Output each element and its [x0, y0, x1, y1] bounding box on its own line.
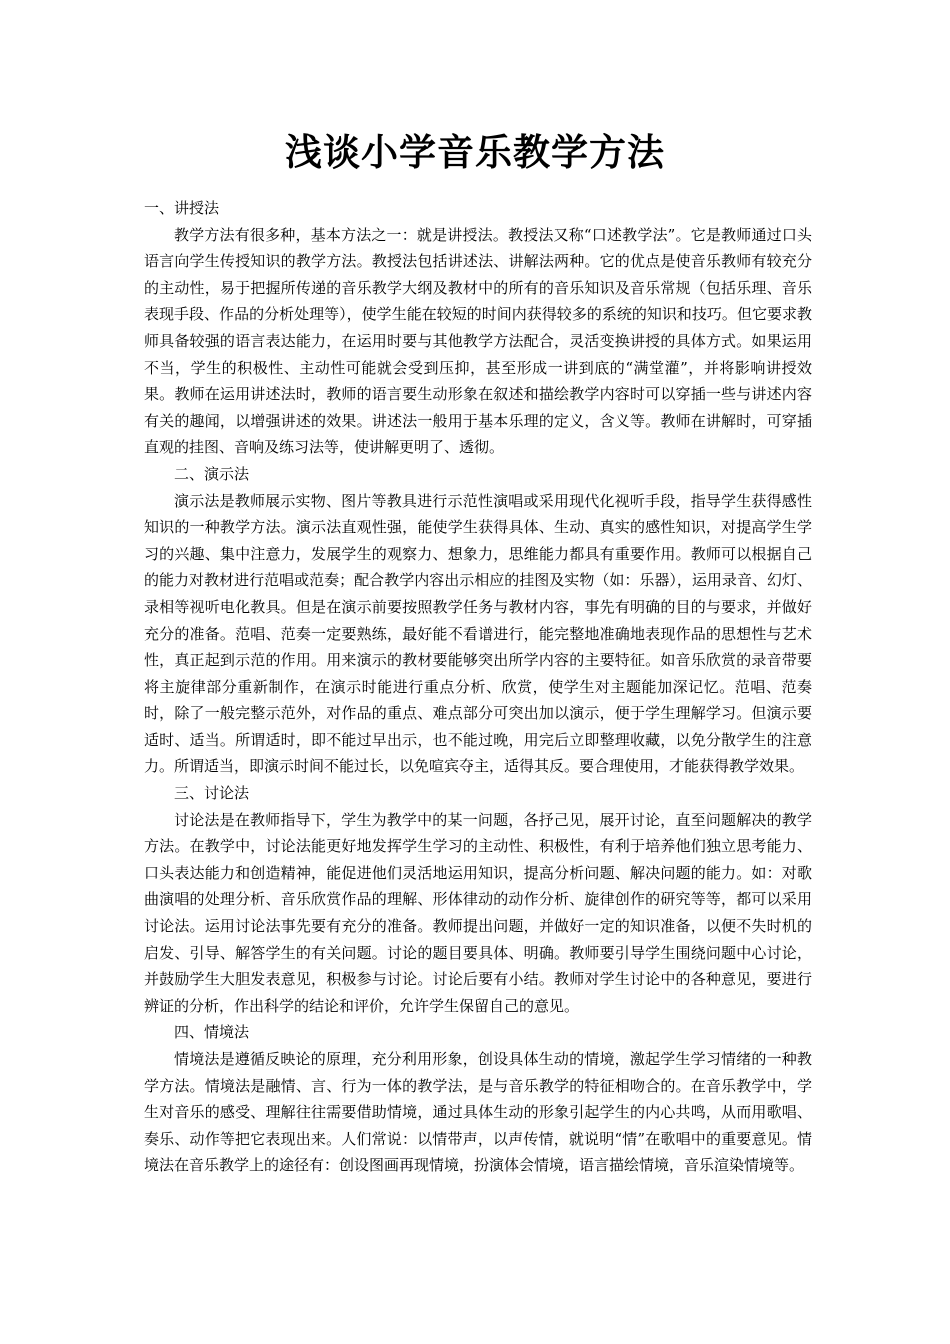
section-paragraph: 讨论法是在教师指导下，学生为教学中的某一问题，各抒己见，展开讨论，直至问题解决的教学方法。在教学中，讨论法能更好地发挥学生学习的主动性、积极性，有利于培养他们独立思考能力、口头表达能力和创造精神，能促进他们灵活地运用知识，提高分析问题、解决问题的能力。如：对歌曲演唱的处理分析、音乐欣赏作品的理解、形体律动的动作分析、旋律创作的研究等等，都可以采用讨论法。运用讨论法事先要有充分的准备。教师提出问题，并做好一定的知识准备，以便不失时机的启发、引导、解答学生的有关问题。讨论的题目要具体、明确。教师要引导学生围绕问题中心讨论，并鼓励学生大胆发表意见，积极参与讨论。讨论后要有小结。教师对学生讨论中的各种意见，要进行辨证的分析，作出科学的结论和评价，允许学生保留自己的意见。: [144, 810, 812, 1015]
document-body: [144, 195, 812, 1179]
section-heading: 三、讨论法: [174, 784, 250, 803]
section-heading: 一、讲授法: [144, 199, 220, 217]
section-paragraph: 教学方法有很多种，基本方法之一：就是讲授法。教授法又称“口述教学法”。它是教师通过口头语言向学生传授知识的教学方法。教授法包括讲述法、讲解法两种。它的优点是使音乐教师有较充分的主动性，易于把握所传递的音乐教学大纲及教材中的所有的音乐知识及音乐常规（包括乐理、音乐表现手段、作品的分析处理等），使学生能在较短的时间内获得较多的系统的知识和技巧。但它要求教师具备较强的语言表达能力，在运用时要与其他教学方法配合，灵活变换讲授的具体方式。如果运用不当，学生的积极性、主动性可能就会受到压抑，甚至形成一讲到底的“满堂灌”，并将影响讲授效果。教师在运用讲述法时，教师的语言要生动形象在叙述和描绘教学内容时可以穿插一些与讲述内容有关的趣闻，以增强讲述的效果。讲述法一般用于基本乐理的定义，含义等。教师在讲解时，可穿插直观的挂图、音响及练习法等，使讲解更明了、透彻。: [144, 225, 812, 457]
section-discussion-method: [144, 780, 812, 1019]
section-paragraph: 演示法是教师展示实物、图片等教具进行示范性演唱或采用现代化视听手段，指导学生获得感性知识的一种教学方法。演示法直观性强，能使学生获得具体、生动、真实的感性知识，对提高学生学习的兴趣、集中注意力，发展学生的观察力、想象力，思维能力都具有重要作用。教师可以根据自己的能力对教材进行范唱或范奏；配合教学内容出示相应的挂图及实物（如：乐器），运用录音、幻灯、录相等视听电化教具。但是在演示前要按照教学任务与教材内容，事先有明确的目的与要求，并做好充分的准备。范唱、范奏一定要熟练，最好能不看谱进行，能完整地准确地表现作品的思想性与艺术性，真正起到示范的作用。用来演示的教材要能够突出所学内容的主要特征。如音乐欣赏的录音带要将主旋律部分重新制作，在演示时能进行重点分析、欣赏，使学生对主题能加深记忆。范唱、范奏时，除了一般完整示范外，对作品的重点、难点部分可突出加以演示，便于学生理解学习。但演示要适时、适当。所谓适时，即不能过早出示，也不能过晚，用完后立即整理收藏，以免分散学生的注意力。所谓适当，即演示时间不能过长，以免喧宾夺主，适得其反。要合理使用，才能获得教学效果。: [144, 491, 812, 776]
section-heading: 四、情境法: [174, 1023, 250, 1042]
section-demonstration-method: [144, 461, 812, 780]
document-title: 浅谈小学音乐教学方法: [285, 130, 665, 174]
section-heading: 二、演示法: [174, 464, 250, 483]
section-paragraph: 情境法是遵循反映论的原理，充分利用形象，创设具体生动的情境，激起学生学习情绪的一种教学方法。情境法是融情、言、行为一体的教学法，是与音乐教学的特征相吻合的。在音乐教学中，学生对音乐的感受、理解往往需要借助情境，通过具体生动的形象引起学生的内心共鸣，从而用歌唱、奏乐、动作等把它表现出来。人们常说：以情带声，以声传情，就说明“情”在歌唱中的重要意见。情境法在音乐教学上的途径有：创设图画再现情境，扮演体会情境，语言描绘情境，音乐渲染情境等。: [144, 1050, 812, 1175]
section-lecture-method: [144, 195, 812, 461]
section-situation-method: [144, 1019, 812, 1179]
